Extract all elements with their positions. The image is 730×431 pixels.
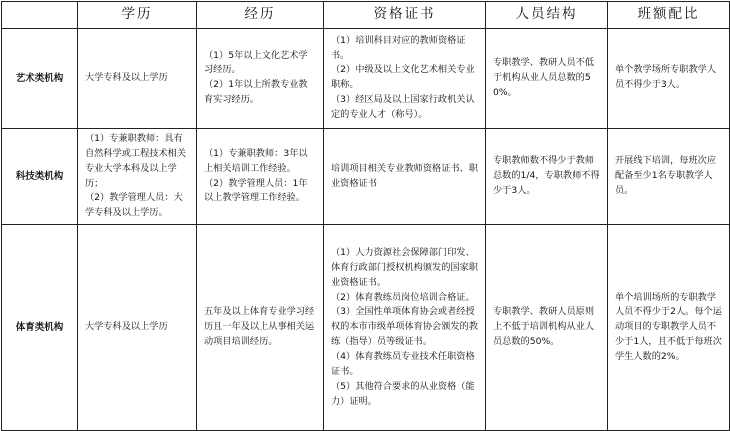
cell-class-ratio (608, 225, 730, 431)
cell-education (78, 225, 197, 431)
cell-line: （1）培训科目对应的教师资格证书。 (331, 34, 466, 61)
cell-experience (197, 225, 324, 431)
cell-education (78, 128, 197, 224)
cell-line: 大学专科及以上学历 (85, 321, 168, 333)
cell-experience (197, 128, 324, 224)
cell-staffing (486, 128, 608, 224)
cell-certificates (324, 128, 486, 224)
cell-experience (197, 28, 324, 128)
header-row (2, 2, 730, 29)
cell-line: （1）5年以上文化艺术学习经历。 (204, 49, 308, 76)
cell-line: 开展线下培训，每班次应配备至少1名专职教学人员。 (615, 155, 717, 197)
header-staffing: 人员结构 (486, 2, 608, 29)
cell-education (78, 28, 197, 128)
cell-line: （2）教学管理人员：大学专科及以上学历。 (85, 192, 183, 219)
cell-line: （3）经区局及以上国家行政机关认定的专业人才（称号）。 (331, 94, 475, 121)
cell-line: （2）1年以上所教专业教育实习经历。 (204, 79, 308, 106)
cell-line: （3）全国性单项体育协会或者经授权的本市市级单项体育协会颁发的教练（指导）员等级证书。 (331, 306, 478, 348)
cell-line: 大学专科及以上学历 (85, 71, 168, 83)
cell-line: （1）专兼职教师：具有自然科学或工程技术相关专业大学本科及以上学历； (85, 132, 187, 189)
cell-line: 专职教师数不得少于教师总数的1/4，专职教师不得少于3人。 (493, 155, 600, 197)
cell-line: 单个教学场所专职教学人员不得少于3人。 (615, 64, 717, 91)
table-row (2, 225, 730, 431)
table-row (2, 28, 730, 128)
row-category: 科技类机构 (2, 128, 78, 224)
cell-line: （2）教学管理人员：1年以上教学管理工作经验。 (204, 177, 308, 204)
cell-line: 专职教学、教研人员不低于机构从业人员总数的50%。 (493, 57, 595, 98)
row-category: 体育类机构 (2, 225, 78, 431)
cell-line: （1）人力资源社会保障部门印发、体育行政部门授权机构颁发的国家职业资格证书。 (331, 246, 478, 288)
header-corner (2, 2, 78, 29)
header-certificates: 资格证书 (324, 2, 486, 29)
cell-line: （2）中级及以上文化艺术相关专业职称。 (331, 64, 475, 91)
header-education: 学历 (78, 2, 197, 29)
cell-line: （2）体育教练员岗位培训合格证。 (331, 291, 475, 303)
cell-certificates (324, 225, 486, 431)
header-experience: 经历 (197, 2, 324, 29)
row-category: 艺术类机构 (2, 28, 78, 128)
cell-line: 培训项目相关专业教师资格证书、职业资格证书 (331, 162, 478, 189)
cell-line: 五年及以上体育专业学习经历且一年及以上从事相关运动项目培训经历。 (204, 306, 315, 348)
header-class-ratio: 班额配比 (608, 2, 730, 29)
cell-line: （4）体育教练员专业技术任职资格证书。 (331, 351, 475, 378)
cell-staffing (486, 28, 608, 128)
cell-certificates (324, 28, 486, 128)
cell-line: 专职教学、教研人员原则上不低于培训机构从业人员总数的50%。 (493, 306, 595, 348)
table-row (2, 128, 730, 224)
qualification-table (1, 1, 730, 431)
cell-line: （5）其他符合要求的从业资格（能力）证明。 (331, 380, 475, 407)
cell-staffing (486, 225, 608, 431)
cell-line: （1）专兼职教师：3年以上相关培训工作经验。 (204, 147, 308, 174)
cell-class-ratio (608, 128, 730, 224)
cell-class-ratio (608, 28, 730, 128)
cell-line: 单个培训场所的专职教学人员不得少于2人。每个运动项目的专职教学人员不少于1人，且不低于每班次学生人数的2%。 (615, 291, 722, 363)
